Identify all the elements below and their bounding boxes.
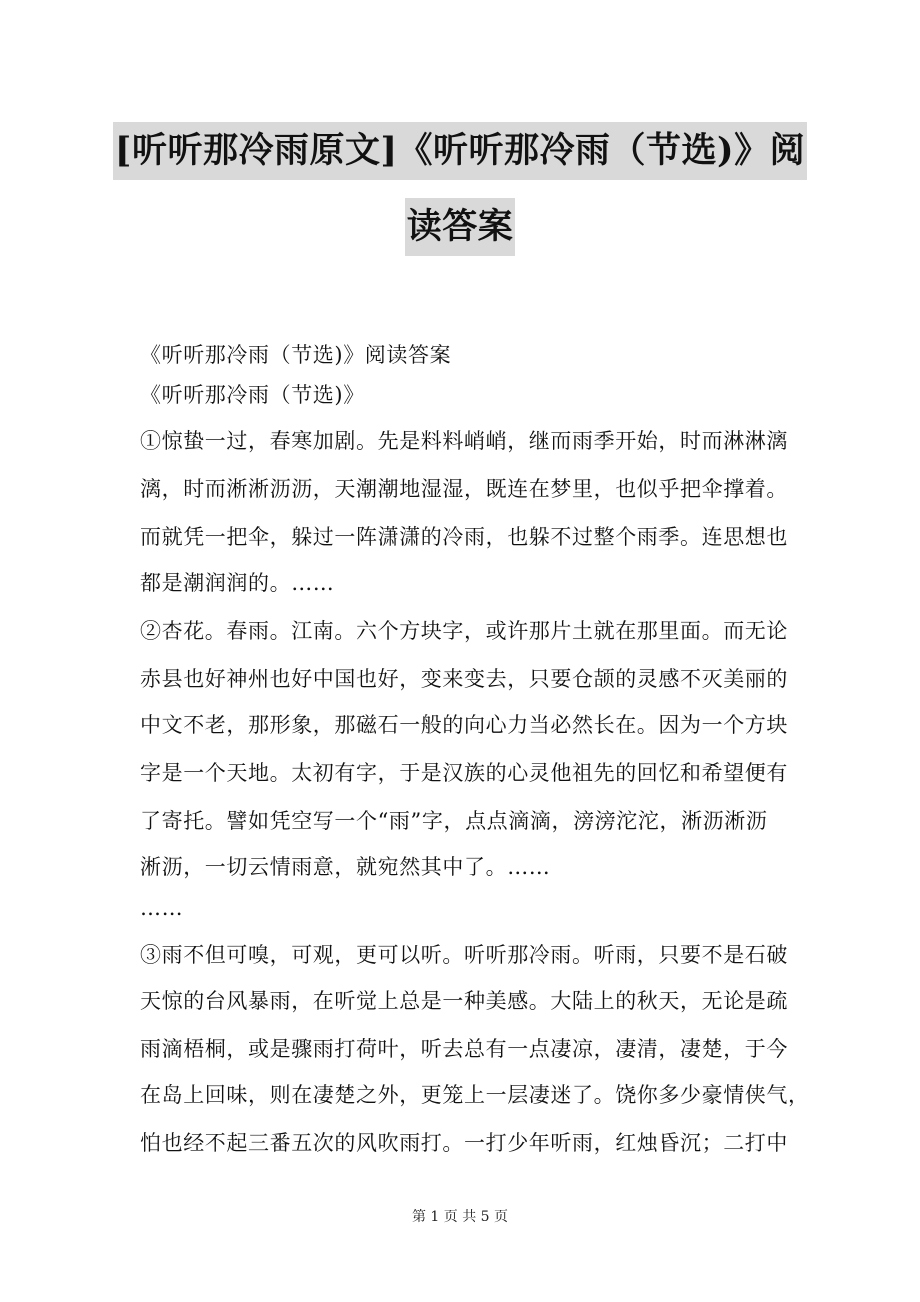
body-line: ③雨不但可嗅，可观，更可以听。听听那冷雨。听雨，只要不是石破	[140, 943, 788, 967]
body-line: 《听听那冷雨（节选)》阅读答案	[140, 343, 452, 367]
body-line: 了寄托。譬如凭空写一个“雨”字，点点滴滴，滂滂沱沱，淅沥淅沥	[140, 809, 768, 833]
body-line: ①惊蛰一过，春寒加剧。先是料料峭峭，继而雨季开始，时而淋淋漓	[140, 429, 788, 453]
body-line: 都是潮润润的。……	[140, 571, 335, 595]
body-line: 天惊的台风暴雨，在听觉上总是一种美感。大陆上的秋天，无论是疏	[140, 989, 788, 1013]
body-line: 雨滴梧桐，或是骤雨打荷叶，听去总有一点凄凉，凄清，凄楚，于今	[140, 1037, 788, 1061]
body-line: 赤县也好神州也好中国也好，变来变去，只要仓颉的灵感不灭美丽的	[140, 667, 788, 691]
body-line: 《听听那冷雨（节选)》	[140, 383, 365, 407]
document-title	[0, 122, 920, 256]
body-line: ②杏花。春雨。江南。六个方块字，或许那片土就在那里面。而无论	[140, 619, 788, 643]
document-body	[140, 335, 810, 1169]
body-line: 漓，时而淅淅沥沥，天潮潮地湿湿，既连在梦里，也似乎把伞撑着。	[140, 477, 788, 501]
body-line: 字是一个天地。太初有字，于是汉族的心灵他祖先的回忆和希望便有	[140, 761, 788, 785]
body-line: 怕也经不起三番五次的风吹雨打。一打少年听雨，红烛昏沉；二打中	[140, 1131, 788, 1155]
body-line: 在岛上回味，则在凄楚之外，更笼上一层凄迷了。饶你多少豪情侠气，	[140, 1083, 810, 1107]
body-line: 淅沥，一切云情雨意，就宛然其中了。……	[140, 855, 551, 879]
page-footer: 第 1 页 共 5 页	[411, 1209, 509, 1225]
body-line: 中文不老，那形象，那磁石一般的向心力当必然长在。因为一个方块	[140, 713, 788, 737]
body-line: ……	[140, 896, 184, 920]
title-line-1: [听听那冷雨原文]《听听那冷雨（节选)》阅	[113, 122, 807, 180]
body-line: 而就凭一把伞，躲过一阵潇潇的冷雨，也躲不过整个雨季。连思想也	[140, 525, 788, 549]
title-line-2: 读答案	[405, 198, 516, 256]
